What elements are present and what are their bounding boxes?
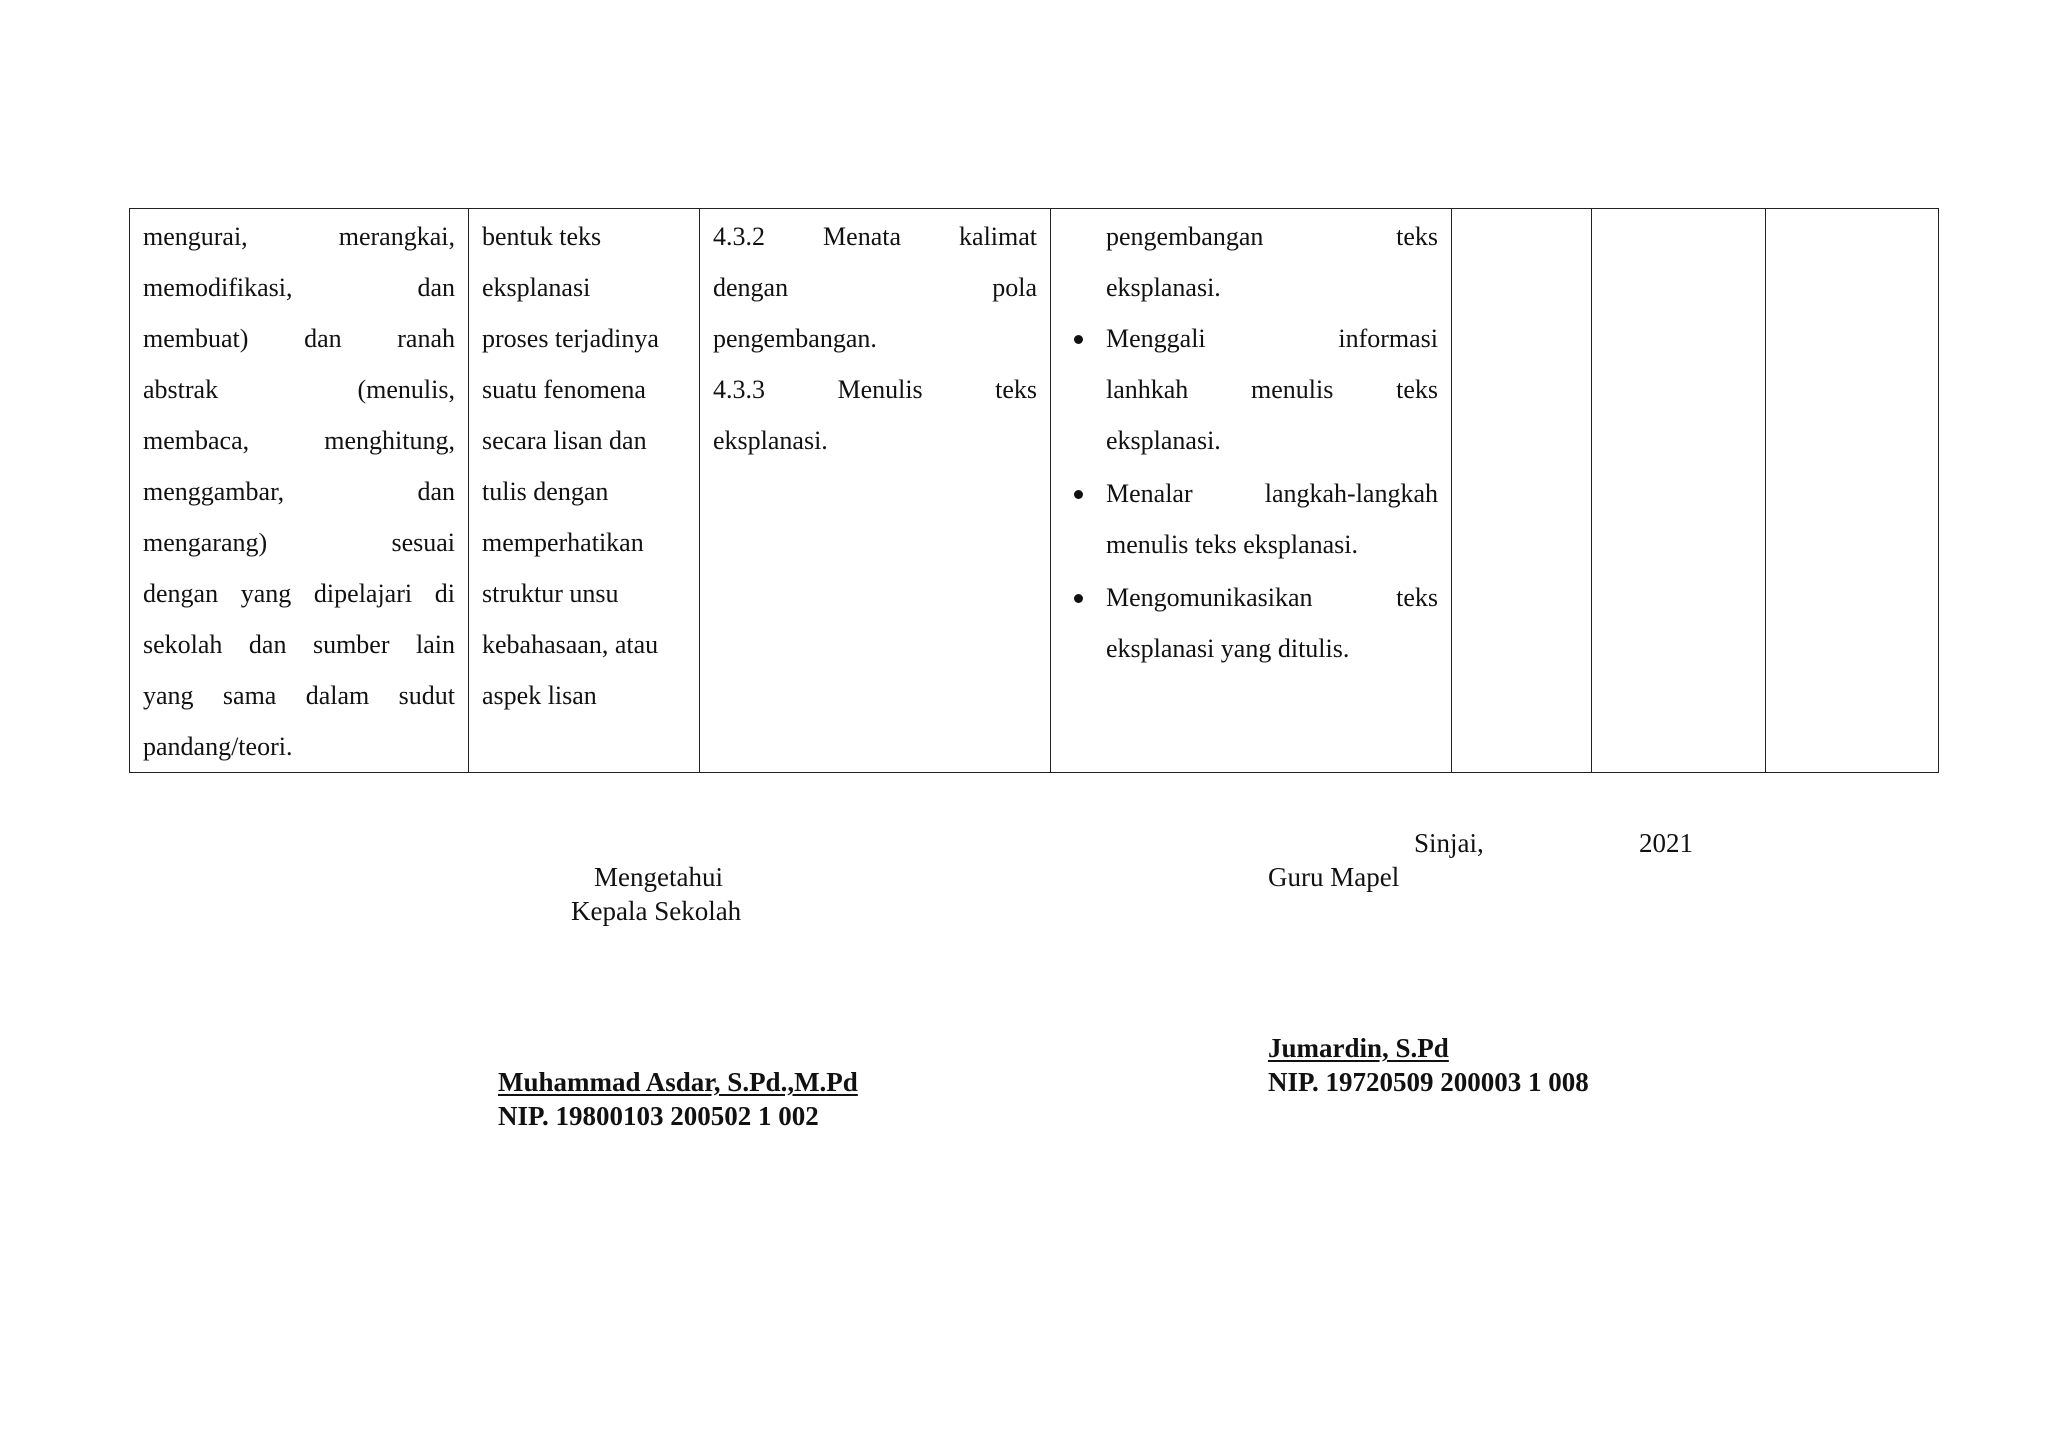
text-line: menulis teks eksplanasi.: [1106, 530, 1359, 559]
year-label: 2021: [1639, 828, 1693, 858]
text-line: dengan pola: [713, 273, 1037, 302]
text-line: sekolah dan sumber lain: [143, 630, 455, 659]
bullet-icon: [1074, 335, 1083, 344]
principal-name: Muhammad Asdar, S.Pd.,M.Pd: [498, 1067, 858, 1097]
cell-learning-activities: [1051, 209, 1452, 773]
list-item: [1064, 468, 1438, 570]
text-line: aspek lisan: [482, 681, 597, 710]
text-line: eksplanasi.: [1106, 426, 1221, 455]
table-row: [130, 209, 1939, 773]
bullet-icon: [1074, 594, 1083, 603]
text-line: Menalar langkah-langkah: [1106, 479, 1438, 508]
acknowledged-label: Mengetahui: [594, 862, 723, 892]
text-line: 4.3.2 Menata kalimat: [713, 222, 1037, 251]
text-line: menggambar, dan: [143, 477, 455, 506]
teacher-title: Guru Mapel: [1268, 862, 1400, 892]
text-line: kebahasaan, atau: [482, 630, 659, 659]
activities-text: [1051, 209, 1451, 674]
cell-indicators: [700, 209, 1051, 773]
text-line: pengembangan teks: [1106, 222, 1438, 251]
cell-empty-7: [1766, 209, 1939, 773]
text-line: mengarang) sesuai: [143, 528, 455, 557]
text-line: yang sama dalam sudut: [143, 681, 455, 710]
text-line: pandang/teori.: [143, 732, 293, 761]
text-line: eksplanasi: [482, 273, 591, 302]
competence-text: [130, 209, 468, 772]
text-line: membaca, menghitung,: [143, 426, 455, 455]
text-line: abstrak (menulis,: [143, 375, 455, 404]
text-line: dengan yang dipelajari di: [143, 579, 455, 608]
cell-empty-6: [1592, 209, 1766, 773]
cell-empty-5: [1452, 209, 1592, 773]
text-line: secara lisan dan: [482, 426, 647, 455]
text-line: memodifikasi, dan: [143, 273, 455, 302]
text-line: eksplanasi.: [713, 426, 828, 455]
place-label: Sinjai,: [1414, 828, 1484, 858]
indicator-text: [700, 209, 1050, 466]
text-line: Menggali informasi: [1106, 324, 1438, 353]
list-item: [1064, 572, 1438, 674]
text-line: Mengomunikasikan teks: [1106, 583, 1438, 612]
basic-competence-text: [469, 209, 699, 721]
bullet-icon: [1074, 490, 1083, 499]
text-line: 4.3.3 Menulis teks: [713, 375, 1037, 404]
text-line: eksplanasi.: [1106, 273, 1221, 302]
text-line: memperhatikan: [482, 528, 644, 557]
text-line: mengurai, merangkai,: [143, 222, 455, 251]
cell-basic-competence: [469, 209, 700, 773]
principal-title: Kepala Sekolah: [571, 896, 742, 926]
list-item: [1064, 313, 1438, 466]
text-line: tulis dengan: [482, 477, 609, 506]
teacher-nip: NIP. 19720509 200003 1 008: [1268, 1067, 1589, 1097]
text-line: suatu fenomena: [482, 375, 646, 404]
activities-continuation: [1064, 211, 1438, 313]
lesson-plan-table: [129, 208, 1939, 773]
principal-nip: NIP. 19800103 200502 1 002: [498, 1101, 819, 1131]
text-line: proses terjadinya: [482, 324, 659, 353]
text-line: eksplanasi yang ditulis.: [1106, 634, 1350, 663]
teacher-name: Jumardin, S.Pd: [1268, 1033, 1449, 1063]
text-line: pengembangan.: [713, 324, 877, 353]
text-line: lanhkah menulis teks: [1106, 375, 1438, 404]
text-line: bentuk teks: [482, 222, 602, 251]
text-line: struktur unsu: [482, 579, 619, 608]
text-line: membuat) dan ranah: [143, 324, 455, 353]
cell-competence: [130, 209, 469, 773]
activities-list: [1064, 313, 1438, 674]
